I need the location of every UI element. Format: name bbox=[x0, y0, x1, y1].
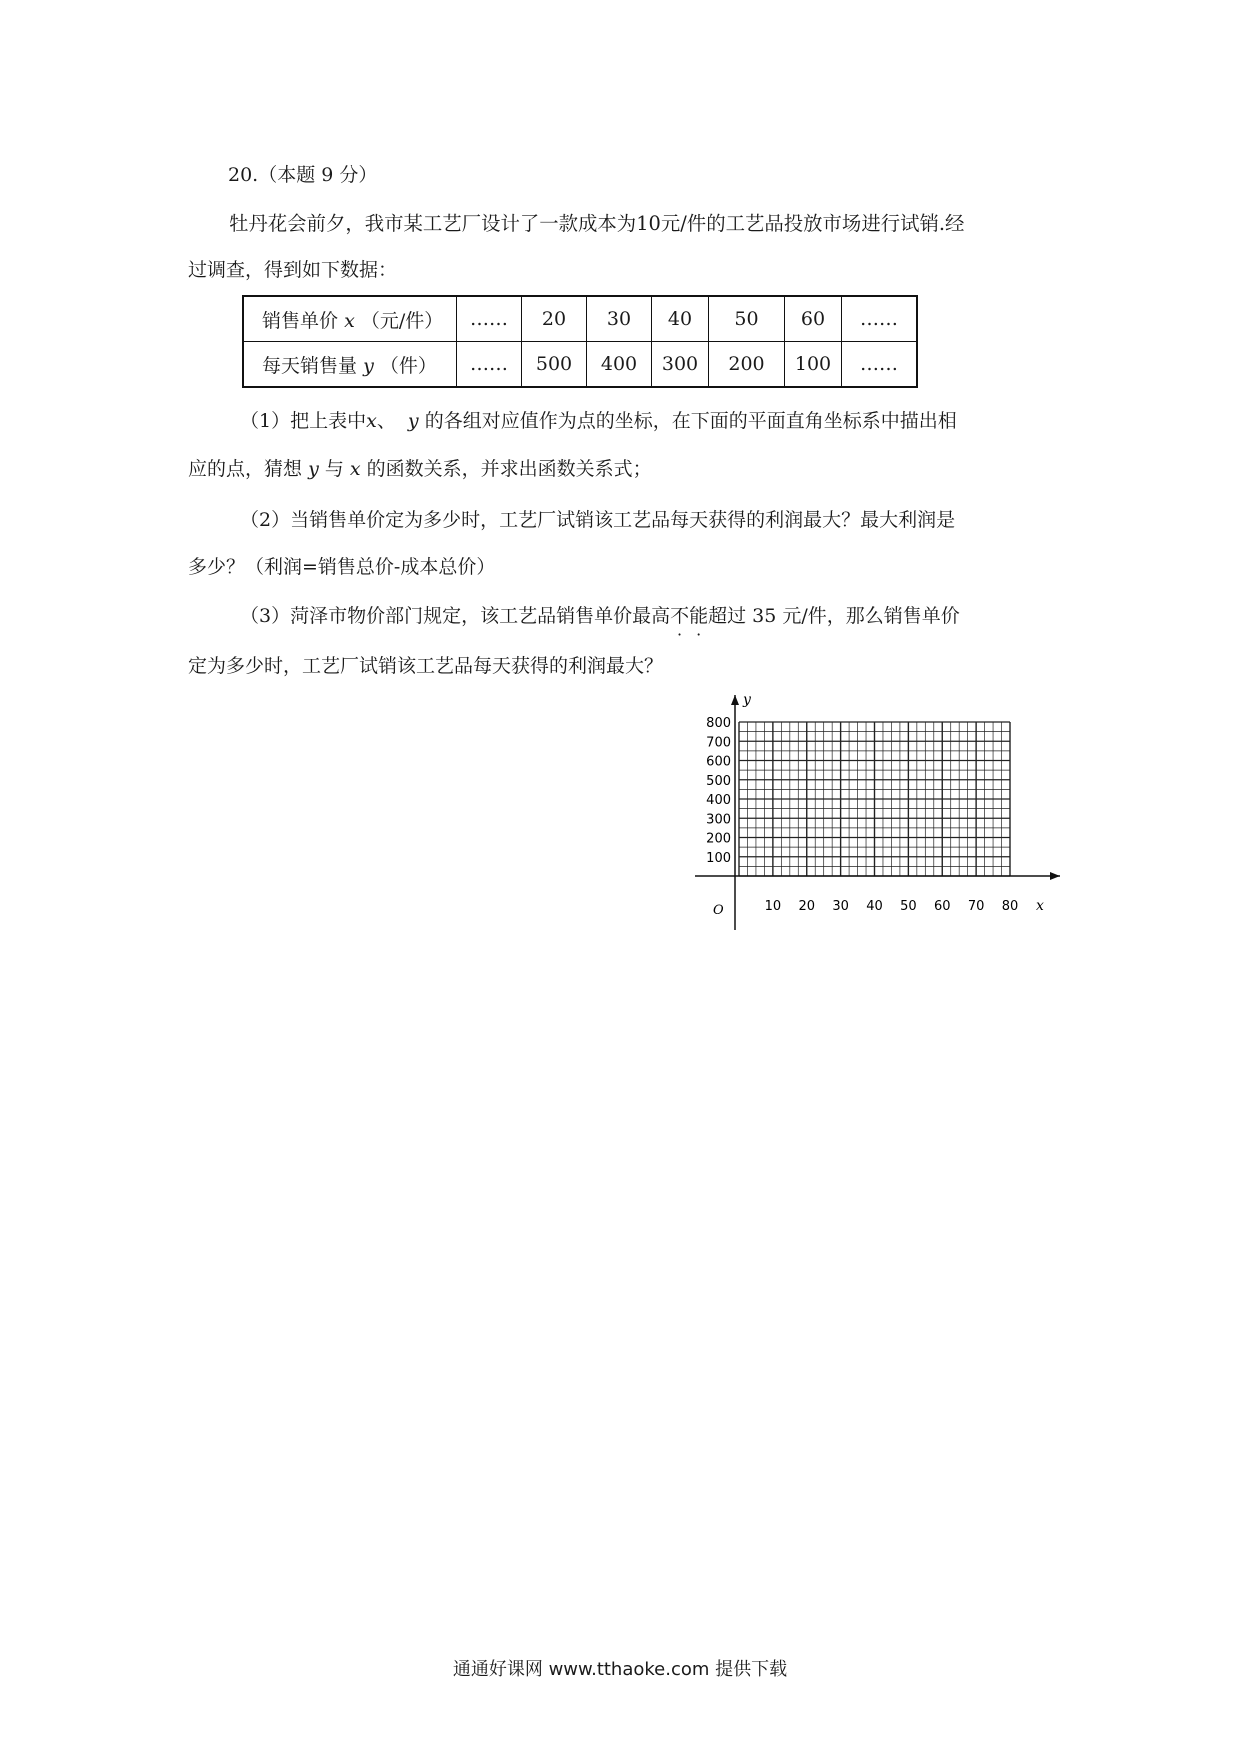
data-table bbox=[242, 295, 918, 388]
table-row-quantity bbox=[243, 342, 917, 388]
y-tick-label: 600 bbox=[706, 754, 731, 770]
emphasis-char: 不 bbox=[670, 605, 690, 627]
y-tick-label: 100 bbox=[706, 850, 731, 866]
table-cell: 20 bbox=[522, 296, 587, 342]
y-tick-label: 700 bbox=[706, 735, 731, 751]
x-tick-label: 70 bbox=[967, 899, 985, 914]
question-2-line-1: （2）当销售单价定为多少时，工艺厂试销该工艺品每天获得的利润最大？最大利润是 bbox=[240, 509, 956, 531]
x-tick-label: 20 bbox=[798, 899, 816, 914]
table-row-price bbox=[243, 296, 917, 342]
row-label-quantity: 每天销售量 y （件） bbox=[243, 342, 457, 388]
table-cell: 500 bbox=[522, 342, 587, 388]
table-cell: …… bbox=[457, 296, 522, 342]
table-cell: …… bbox=[842, 296, 918, 342]
table-cell: 100 bbox=[785, 342, 842, 388]
origin-label: O bbox=[713, 903, 724, 918]
table-cell: 40 bbox=[652, 296, 709, 342]
table-cell: 400 bbox=[587, 342, 652, 388]
x-tick-label: 30 bbox=[832, 899, 849, 914]
row-label-price: 销售单价 x （元/件） bbox=[243, 296, 457, 342]
x-tick-label: 10 bbox=[764, 899, 782, 914]
x-axis-label: x bbox=[1036, 898, 1044, 914]
emphasis-char: 能 bbox=[689, 605, 709, 627]
problem-title: 20.（本题 9 分） bbox=[228, 164, 378, 186]
y-tick-label: 300 bbox=[706, 812, 731, 828]
table-cell: 50 bbox=[709, 296, 785, 342]
y-tick-label: 400 bbox=[706, 793, 731, 808]
y-tick-label: 200 bbox=[706, 831, 731, 847]
intro-line-2: 过调查，得到如下数据： bbox=[188, 259, 398, 281]
y-axis-arrow bbox=[731, 695, 739, 705]
x-axis-arrow bbox=[1050, 872, 1060, 880]
x-tick-label: 50 bbox=[900, 899, 917, 914]
coordinate-grid-chart bbox=[690, 690, 1070, 940]
table-cell: 300 bbox=[652, 342, 709, 388]
x-tick-label: 60 bbox=[933, 899, 951, 914]
table-cell: …… bbox=[842, 342, 918, 388]
question-1-line-2: 应的点，猜想 y 与 x 的函数关系，并求出函数关系式； bbox=[188, 458, 652, 480]
question-3-line-2: 定为多少时，工艺厂试销该工艺品每天获得的利润最大？ bbox=[188, 655, 664, 677]
table-cell: …… bbox=[457, 342, 522, 388]
question-2-line-2: 多少？（利润=销售总价-成本总价） bbox=[188, 556, 496, 578]
question-3-line-1: （3）菏泽市物价部门规定，该工艺品销售单价最高不能超过 35 元/件，那么销售单价 bbox=[240, 605, 960, 627]
footer-text: 通通好课网 www.tthaoke.com 提供下载 bbox=[452, 1659, 788, 1680]
table-cell: 30 bbox=[587, 296, 652, 342]
y-tick-label: 500 bbox=[706, 773, 731, 789]
table-cell: 60 bbox=[785, 296, 842, 342]
table-cell: 200 bbox=[709, 342, 785, 388]
x-tick-label: 40 bbox=[866, 899, 883, 914]
intro-line-1: 牡丹花会前夕，我市某工艺厂设计了一款成本为10元/件的工艺品投放市场进行试销.经 bbox=[229, 212, 965, 235]
question-1-line-1: （1）把上表中x、 y 的各组对应值作为点的坐标，在下面的平面直角坐标系中描出相 bbox=[240, 410, 957, 432]
y-tick-label: 800 bbox=[706, 716, 731, 731]
x-tick-label: 80 bbox=[1001, 899, 1019, 914]
y-axis-label: y bbox=[743, 692, 751, 708]
